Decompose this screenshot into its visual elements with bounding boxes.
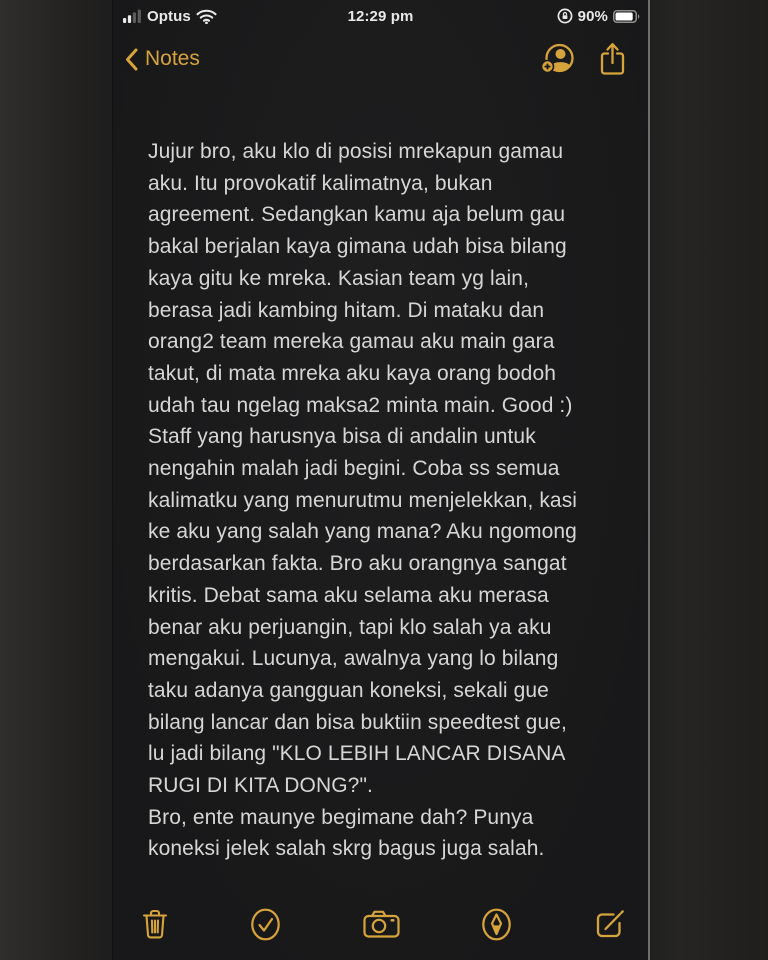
orientation-lock-icon [557,8,573,24]
note-line: Jujur bro, aku klo di posisi mrekapun gamau [148,140,564,163]
note-line: berasa jadi kambing hitam. Di mataku dan [148,298,545,322]
note-line: kalimatku yang menurutmu menjelekkan, kasi [148,488,578,512]
note-line: berdasarkan fakta. Bro aku orangnya sangat [148,552,567,576]
notes-app-screenshot [112,0,650,960]
note-line: aku. Itu provokatif kalimatnya, bukan [148,171,493,195]
note-line: lu jadi bilang "KLO LEBIH LANCAR DISANA [148,742,566,766]
note-line: Staff yang harusnya bisa di andalin untuk [148,425,536,449]
trash-icon [141,908,169,940]
chevron-left-icon [125,48,138,71]
status-right [557,8,640,25]
markup-button[interactable] [481,907,512,942]
note-line: kaya gitu ke mreka. Kasian team yg lain, [148,266,530,290]
cellular-signal-icon [123,9,142,23]
note-line: nengahin malah jadi begini. Coba ss semua [148,457,560,481]
camera-button[interactable] [363,910,400,938]
add-collaborator-icon [538,43,575,75]
markup-icon [481,907,512,942]
note-line: mengakui. Lucunya, awalnya yang lo bilang [148,647,559,671]
add-collaborator-button[interactable] [538,43,575,75]
note-line: koneksi jelek salah skrg bagus juga salah. [148,837,545,861]
note-line: takut, di mata mreka aku kaya orang bodoh [148,361,557,385]
share-button[interactable] [599,42,626,76]
checklist-button[interactable] [250,907,281,942]
note-line: bakal berjalan kaya gimana udah bisa bilang [148,235,567,259]
wifi-icon [196,9,217,24]
battery-percent-label: 90% [577,7,608,25]
note-line: orang2 team mereka gamau aku main gara [148,330,555,354]
share-icon [599,42,626,76]
note-line: agreement. Sedangkan kamu aja belum gau [148,203,566,227]
note-line: udah tau ngelag maksa2 minta main. Good :) [148,393,573,417]
compose-icon [593,908,626,941]
note-line: kritis. Debat sama aku selama aku merasa [148,583,549,607]
camera-icon [363,910,400,938]
nav-bar [113,36,648,82]
note-line: taku adanya gangguan koneksi, sekali gue [148,678,549,702]
battery-icon [613,10,640,23]
carrier-label: Optus [147,7,191,25]
note-line: ke aku yang salah yang mana? Aku ngomong [148,520,577,544]
note-text-area[interactable] [148,136,630,865]
note-line: RUGI DI KITA DONG?". [148,774,373,798]
bottom-toolbar [113,900,648,960]
status-bar [113,0,648,30]
note-line: benar aku perjuangin, tapi klo salah ya aku [148,615,552,639]
delete-note-button[interactable] [141,908,169,940]
status-time: 12:29 pm [347,7,414,25]
note-line: Bro, ente maunye begimane dah? Punya [148,805,534,829]
note-line: bilang lancar dan bisa buktiin speedtest gue, [148,710,567,734]
compose-button[interactable] [593,908,626,941]
nav-actions [538,42,626,76]
checklist-icon [250,907,281,942]
status-left [123,8,217,25]
back-to-notes-button[interactable] [125,47,200,71]
back-button-label: Notes [145,47,200,70]
